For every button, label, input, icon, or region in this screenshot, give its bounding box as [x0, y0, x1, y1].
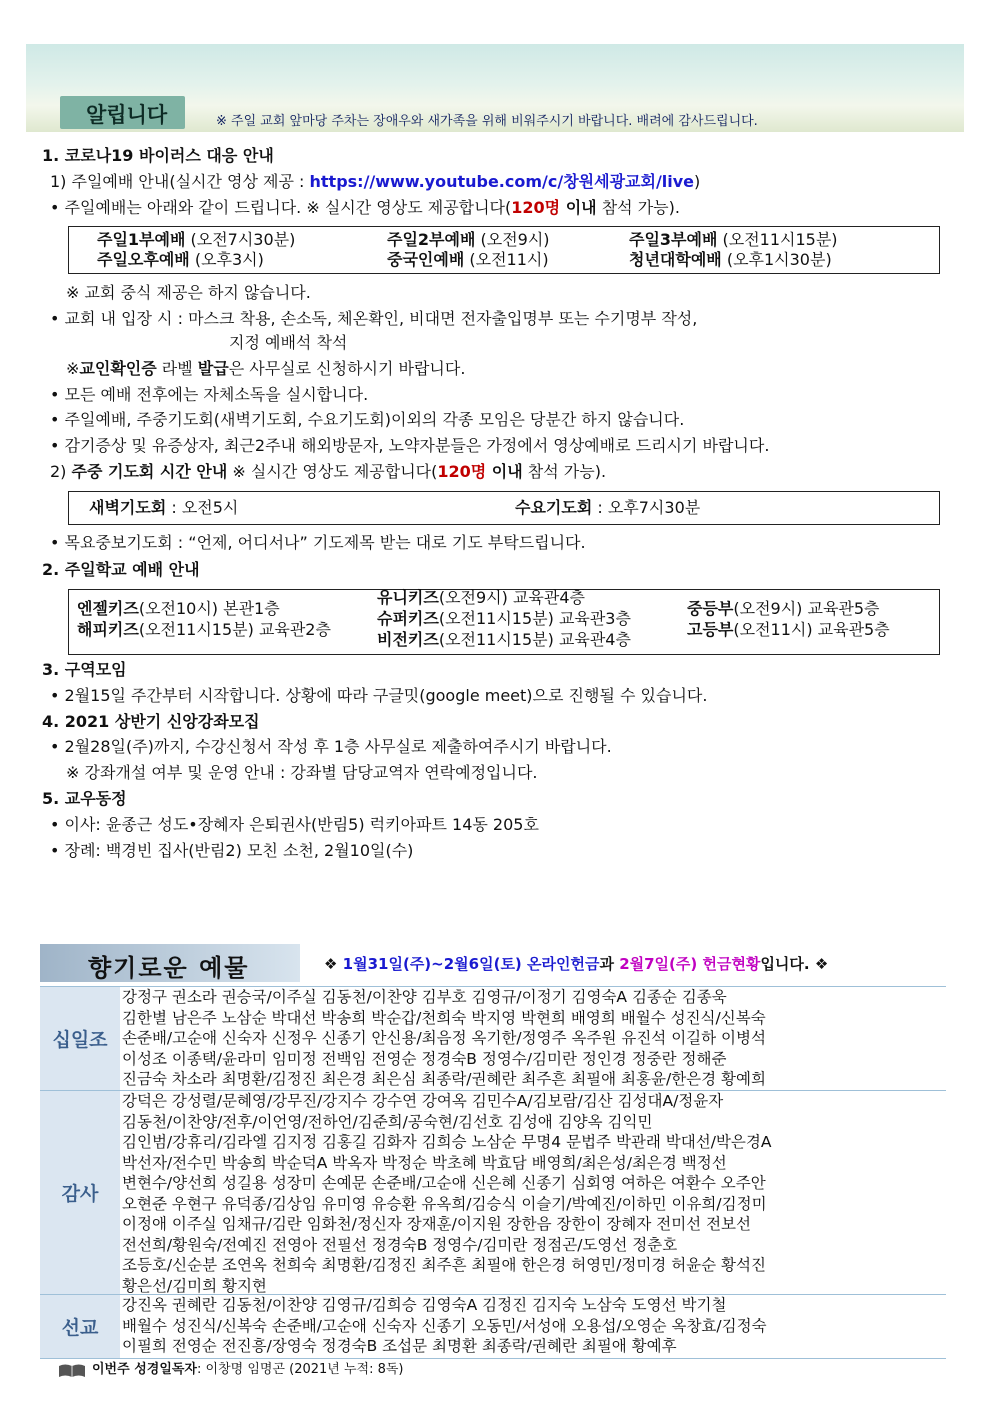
text: 이내	[486, 462, 523, 481]
info: (오전11시) 교육관5층	[733, 620, 890, 639]
bullet-entry-cont: 지정 예배석 착석	[229, 333, 348, 352]
offering-header	[40, 944, 300, 982]
bullet-symptoms: • 감기증상 및 유증상자, 최근2주내 해외방문자, 노약자분들은 가정에서 영상예배로 드리시기 바랍니다.	[50, 436, 770, 455]
text: 2)	[50, 462, 72, 481]
worship-4	[97, 250, 264, 270]
name-line: 변현수/양선희 성길용 성장미 손예문 손준배/고순애 신은혜 신종기 심회영 여하은 여환수 오주안	[122, 1174, 766, 1192]
name: 주일3부예배	[629, 230, 718, 249]
text: 참석 가능).	[596, 198, 680, 217]
name-line: 이성조 이종택/윤라미 임미정 전백임 전영순 정경숙B 정영수/김미란 정인경 정중란 정해준	[122, 1049, 727, 1068]
text: 참석 가능).	[522, 462, 607, 481]
name-line: 진금숙 차소라 최명환/김정진 최은경 최은심 최종락/권혜란 최주흔 최필애 최홍윤/한은경 황예희	[122, 1070, 766, 1088]
name: 비전키즈	[377, 630, 439, 649]
name-line: 김동천/이찬양/전후/이언영/전하언/김준희/공숙현/김선호 김성애 김양옥 김익민	[122, 1112, 653, 1131]
bullet-disinfect: • 모든 예배 전후에는 자체소독을 실시합니다.	[50, 385, 369, 404]
bullet-entry: • 교회 내 입장 시 : 마스크 착용, 손소독, 체온확인, 비대면 전자출입명부 또는 수기명부 작성,	[50, 309, 698, 328]
note-id-label	[66, 359, 465, 379]
worship-2	[387, 230, 550, 250]
bullet-district: • 2월15일 주간부터 시작합니다. 상황에 따라 구글밋(google meet)으로 진행될 수 있습니다.	[50, 686, 708, 705]
name: 중등부	[687, 599, 734, 618]
text: 라벨	[156, 359, 198, 378]
name: 주일2부예배	[387, 230, 476, 249]
text: 1월31일(주)~2월6일(토) 온라인헌금	[342, 955, 600, 973]
name-line: 김한별 남은주 노삼순 박대선 박송희 박순갑/천희숙 박지영 박현희 배영희 배월수 성진식/신복숙	[122, 1008, 766, 1027]
prayer-schedule-box	[68, 491, 940, 525]
text: ❖	[324, 955, 343, 973]
text: 과	[599, 955, 620, 973]
text: ※	[66, 359, 80, 378]
bible-reading-footer	[58, 1358, 404, 1377]
offering-title: 향기로운 예물	[88, 954, 250, 982]
text: 은 사무실로 신청하시기 바랍니다.	[228, 359, 466, 378]
sunday-school-box	[68, 589, 940, 655]
name-line: 이필희 전영순 전진흥/장영숙 정경숙B 조섭문 최명환 최종락/권혜란 최필애 황예후	[122, 1337, 677, 1355]
text: 2월7일(주) 헌금현황	[619, 955, 761, 973]
note-course: ※ 강좌개설 여부 및 운영 안내 : 강좌별 담당교역자 연락예정입니다.	[66, 763, 538, 782]
name-line: 이정애 이주실 임채규/김란 임화천/정신자 장재훈/이지원 장한음 장한이 장혜자 전미선 전보선	[122, 1215, 751, 1233]
text: • 주일예배는 아래와 같이 드립니다. ※ 실시간 영상도 제공합니다(	[50, 198, 512, 217]
name: 주일1부예배	[97, 230, 186, 249]
name: 새벽기도회	[89, 498, 167, 517]
text: 입니다. ❖	[760, 955, 829, 973]
bullet-move: • 이사: 윤종근 성도•장혜자 은퇴권사(반림5) 럭키아파트 14동 205호	[50, 815, 539, 834]
row-label: 선교	[40, 1295, 120, 1358]
worship-1	[97, 230, 295, 250]
name-line: 오현준 우현구 유덕종/김상임 유미영 유승환 유옥희/김승식 이슬기/박예진/이하민 이유희/김정미	[122, 1194, 767, 1213]
section5-heading: 5. 교우동정	[42, 789, 127, 808]
name-line: 황은선/김미희 황지현	[122, 1276, 267, 1294]
name: 해피키즈	[77, 620, 139, 639]
info: (오전11시15분) 교육관4층	[438, 630, 631, 649]
youtube-link[interactable]: https://www.youtube.com/c/창원세광교회/live	[309, 172, 695, 191]
class-super	[377, 609, 631, 629]
section2-heading: 2. 주일학교 예배 안내	[42, 560, 200, 579]
name: 슈퍼키즈	[377, 609, 439, 628]
worship-schedule-box	[68, 226, 940, 274]
info: (오전11시15분) 교육관2층	[138, 620, 331, 639]
name: 유니키즈	[377, 588, 439, 607]
text: 주중 기도회 시간 안내	[71, 462, 228, 481]
time: (오전11시)	[464, 250, 549, 269]
offering-row-tithe	[40, 986, 946, 1090]
text: 발급	[197, 359, 229, 378]
banner-title: 알립니다	[86, 103, 168, 127]
info: (오전11시15분) 교육관3층	[438, 609, 631, 628]
time: (오전9시)	[475, 230, 550, 249]
time: (오후3시)	[189, 250, 264, 269]
notice-banner	[26, 44, 964, 132]
name-line: 강덕은 강성렬/문혜영/강무진/강지수 강수연 강여옥 김민수A/김보람/김산 김성대A/정윤자	[122, 1092, 724, 1110]
offering-table	[40, 986, 946, 1359]
footer-label: 이번주 성경일독자	[92, 1362, 197, 1377]
bullet-gatherings: • 주일예배, 주중기도회(새벽기도회, 수요기도회)이외의 각종 모임은 당분간 하지 않습니다.	[50, 410, 685, 429]
name: 엔젤키즈	[77, 599, 139, 618]
bullet-worship	[50, 198, 680, 218]
capacity: 120명	[437, 462, 487, 481]
name: 주일오후예배	[97, 250, 190, 269]
name: 수요기도회	[515, 498, 593, 517]
footer-text: : 이창명 임명곤 (2021년 누적: 8독)	[197, 1362, 404, 1377]
info: (오전9시) 교육관4층	[438, 588, 585, 607]
time: (오전7시30분)	[185, 230, 296, 249]
name-line: 박선자/전수민 박송희 박순덕A 박옥자 박정순 박초혜 박효담 배영희/최은성/최은경 백정선	[122, 1153, 727, 1172]
text: 이내	[560, 198, 597, 217]
section4-heading: 4. 2021 상반기 신앙강좌모집	[42, 712, 260, 731]
bullet-course: • 2월28일(주)까지, 수강신청서 작성 후 1층 사무실로 제출하여주시기 바랍니다.	[50, 737, 612, 756]
class-angel	[77, 599, 280, 619]
names-list	[120, 1295, 946, 1358]
time: : 오후7시30분	[592, 498, 701, 517]
banner-tab	[60, 96, 185, 129]
name-line: 손준배/고순애 신숙자 신정우 신종기 안신용/최음정 옥기한/정영주 옥주원 유진석 이길하 이병석	[122, 1029, 766, 1047]
section3-heading: 3. 구역모임	[42, 660, 127, 679]
class-happy	[77, 620, 331, 640]
prayer-dawn	[89, 498, 238, 518]
row-label: 십일조	[40, 987, 120, 1090]
note-lunch: ※ 교회 중식 제공은 하지 않습니다.	[66, 283, 311, 302]
text: 1) 주일예배 안내(실시간 영상 제공 :	[50, 172, 310, 191]
offering-row-thanks	[40, 1090, 946, 1294]
class-middle	[687, 599, 880, 619]
time: (오전11시15분)	[717, 230, 838, 249]
bullet-funeral: • 장례: 백경빈 집사(반림2) 모친 소천, 2월10일(수)	[50, 841, 414, 860]
text: )	[694, 172, 701, 191]
banner-notice: ※ 주일 교회 앞마당 주차는 장애우와 새가족을 위해 비워주시기 바랍니다. 배려에 감사드립니다.	[216, 114, 758, 129]
info: (오전10시) 본관1층	[138, 599, 280, 618]
offering-row-mission	[40, 1294, 946, 1359]
worship-3	[629, 230, 838, 250]
bullet-thursday: • 목요중보기도회 : “언제, 어디서나” 기도제목 받는 대로 기도 부탁드립니다.	[50, 533, 586, 552]
name-line: 조등호/신순분 조연옥 천희숙 최명환/김정진 최주흔 최필애 한은경 허영민/정미경 허윤순 황석진	[122, 1256, 766, 1274]
name-line: 김인범/강휴리/김라엘 김지정 김홍길 김화자 김희승 노삼순 무명4 문법주 박관래 박대선/박은경A	[122, 1133, 772, 1151]
section1-heading: 1. 코로나19 바이러스 대응 안내	[42, 146, 274, 165]
sunday-worship-info	[50, 172, 700, 192]
row-label: 감사	[40, 1091, 120, 1294]
names-list	[120, 1091, 946, 1294]
worship-5	[387, 250, 549, 270]
name-line: 강정구 권소라 권승국/이주실 김동천/이찬양 김부호 김영규/이정기 김영숙A 김종순 김종욱	[122, 988, 727, 1006]
class-uni	[377, 588, 585, 608]
time: (오후1시30분)	[721, 250, 832, 269]
prayer-wed	[515, 498, 700, 518]
name: 고등부	[687, 620, 734, 639]
names-list	[120, 987, 946, 1090]
prayer-heading	[50, 462, 606, 482]
info: (오전9시) 교육관5층	[733, 599, 880, 618]
name: 청년대학예배	[629, 250, 722, 269]
name-line: 강진옥 권혜란 김동천/이찬양 김영규/김희승 김영숙A 김정진 김지숙 노삼숙 도영선 박기철	[122, 1296, 727, 1314]
capacity: 120명	[511, 198, 561, 217]
text: ※ 실시간 영상도 제공합니다(	[227, 462, 438, 481]
class-vision	[377, 630, 631, 650]
text: 교인확인증	[79, 359, 157, 378]
worship-6	[629, 250, 832, 270]
name-line: 전선희/황원숙/전예진 전영아 전필선 정경숙B 정영수/김미란 정점곤/도영선 정춘호	[122, 1235, 678, 1254]
class-high	[687, 620, 890, 640]
offering-notice	[324, 954, 828, 974]
name-line: 배월수 성진식/신복숙 손준배/고순애 신숙자 신종기 오동민/서성애 오용섭/오영순 옥창효/김정숙	[122, 1316, 767, 1335]
name: 중국인예배	[387, 250, 465, 269]
book-icon	[58, 1363, 86, 1377]
time: : 오전5시	[166, 498, 239, 517]
